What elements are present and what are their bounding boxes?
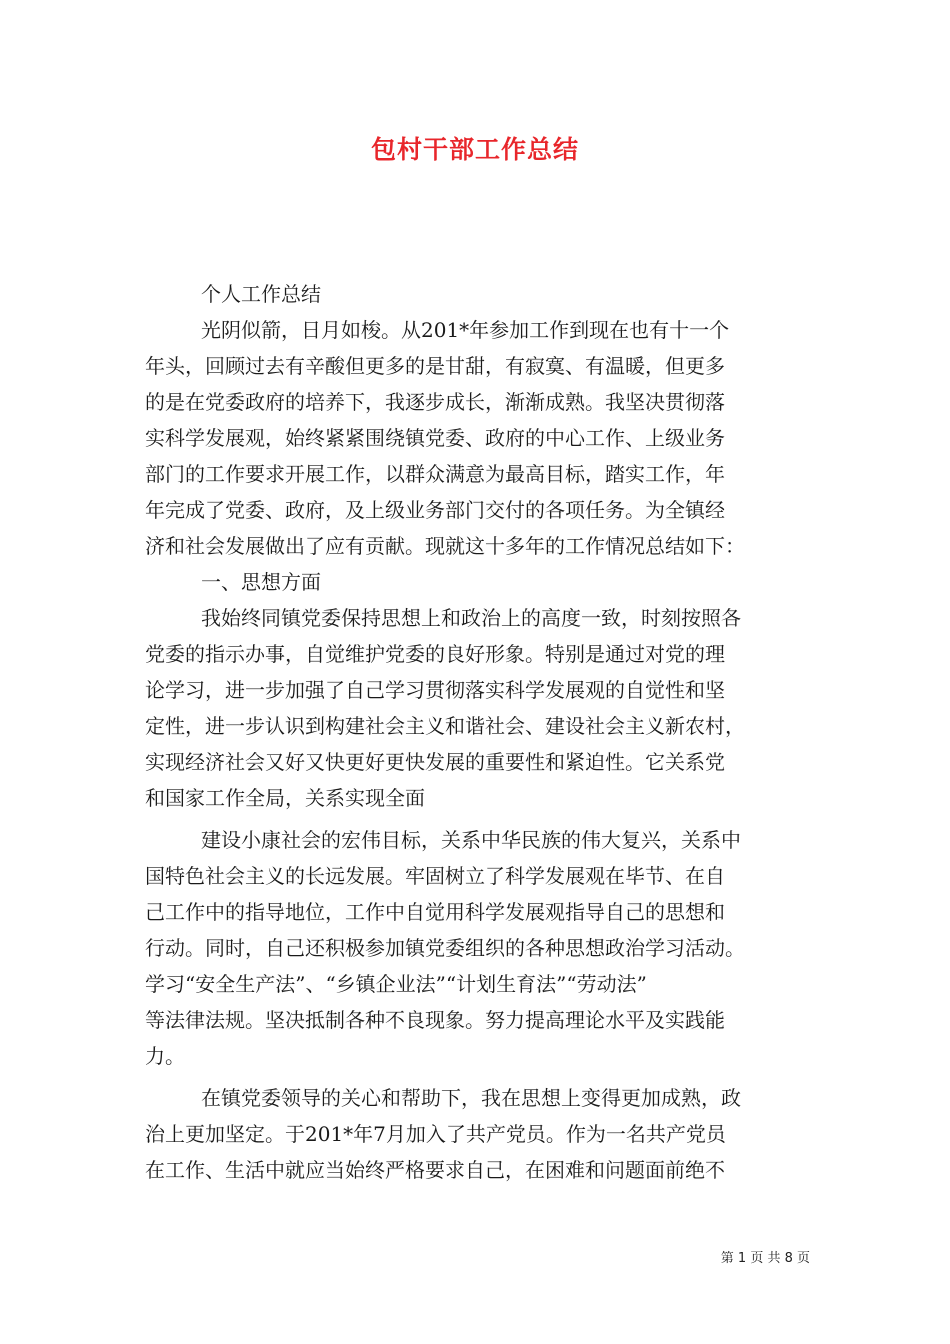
paragraph-thought: [145, 600, 810, 816]
text-line: 部门的工作要求开展工作，以群众满意为最高目标，踏实工作，年: [145, 462, 725, 486]
text-line: 济和社会发展做出了应有贡献。现就这十多年的工作情况总结如下：: [145, 534, 745, 558]
text-line: 个人工作总结: [201, 282, 321, 306]
text-line: 光阴似箭，日月如梭。从201*年参加工作到现在也有十一个: [201, 318, 730, 342]
document-body: [145, 276, 810, 1188]
document-title: 包村干部工作总结: [370, 135, 579, 164]
text-line: 力。: [145, 1044, 185, 1068]
text-line: 行动。同时，自己还积极参加镇党委组织的各种思想政治学习活动。: [145, 936, 745, 960]
paragraph-intro: [145, 312, 810, 564]
paragraph-xiaokang: [145, 822, 810, 1074]
text-line: 定性，进一步认识到构建社会主义和谐社会、建设社会主义新农村，: [145, 714, 745, 738]
text-line: 己工作中的指导地位，工作中自觉用科学发展观指导自己的思想和: [145, 900, 725, 924]
text-line: 学习“安全生产法”、“乡镇企业法”“计划生育法”“劳动法”: [145, 972, 647, 996]
text-line: 的是在党委政府的培养下，我逐步成长，渐渐成熟。我坚决贯彻落: [145, 390, 725, 414]
text-line: 和国家工作全局，关系实现全面: [145, 786, 425, 810]
text-line: 我始终同镇党委保持思想上和政治上的高度一致，时刻按照各: [201, 606, 741, 630]
text-line: 年完成了党委、政府，及上级业务部门交付的各项任务。为全镇经: [145, 498, 725, 522]
text-line: 实现经济社会又好又快更好更快发展的重要性和紧迫性。它关系党: [145, 750, 725, 774]
text-line: 年头，回顾过去有辛酸但更多的是甘甜，有寂寞、有温暖，但更多: [145, 354, 725, 378]
paragraph-party: [145, 1080, 810, 1188]
text-line: 等法律法规。坚决抵制各种不良现象。努力提高理论水平及实践能: [145, 1008, 725, 1032]
text-line: 论学习，进一步加强了自己学习贯彻落实科学发展观的自觉性和坚: [145, 678, 725, 702]
text-line: 建设小康社会的宏伟目标，关系中华民族的伟大复兴，关系中: [201, 828, 741, 852]
page-number: 第 1 页 共 8 页: [720, 1251, 810, 1266]
text-line: 一、思想方面: [201, 570, 321, 594]
text-line: 治上更加坚定。于201*年7月加入了共产党员。作为一名共产党员: [145, 1122, 726, 1146]
section-heading: [145, 564, 810, 600]
paragraph-subtitle: [145, 276, 810, 312]
text-line: 国特色社会主义的长远发展。牢固树立了科学发展观在毕节、在自: [145, 864, 725, 888]
text-line: 实科学发展观，始终紧紧围绕镇党委、政府的中心工作、上级业务: [145, 426, 725, 450]
text-line: 在镇党委领导的关心和帮助下，我在思想上变得更加成熟，政: [201, 1086, 741, 1110]
text-line: 党委的指示办事，自觉维护党委的良好形象。特别是通过对党的理: [145, 642, 725, 666]
text-line: 在工作、生活中就应当始终严格要求自己，在困难和问题面前绝不: [145, 1158, 725, 1182]
